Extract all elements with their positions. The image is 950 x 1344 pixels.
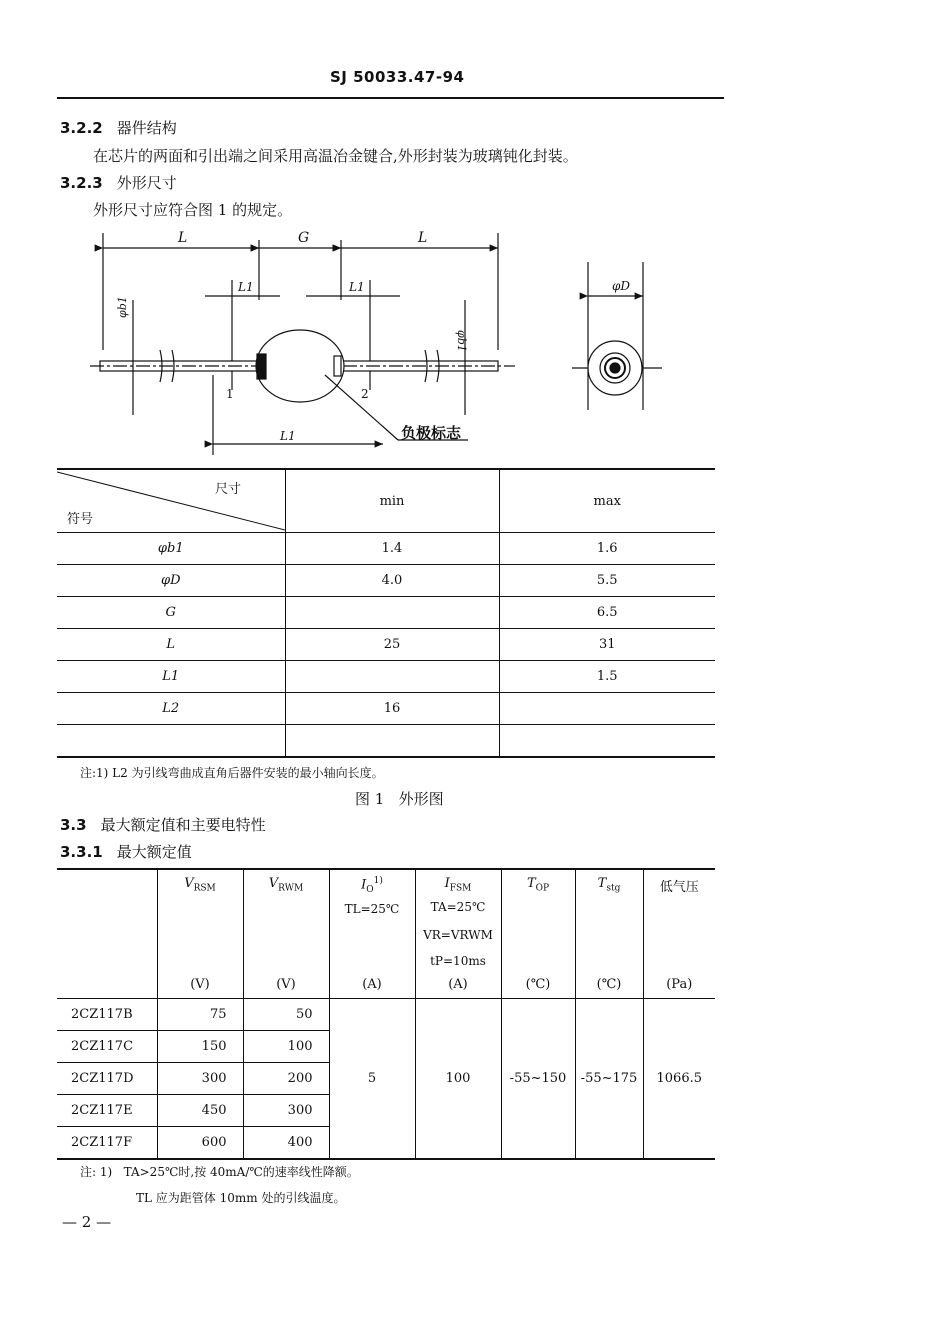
dim-label-D: φD bbox=[612, 279, 631, 293]
row-min bbox=[285, 725, 499, 758]
device-name: 2CZ117B bbox=[57, 999, 157, 1031]
row-symbol: L bbox=[57, 629, 285, 661]
row-max: 31 bbox=[499, 629, 715, 661]
cathode-mark-label: 负极标志 bbox=[401, 424, 462, 442]
io-condition: TL=25℃ bbox=[344, 902, 400, 916]
device-name: 2CZ117C bbox=[57, 1031, 157, 1063]
table-row bbox=[57, 597, 715, 629]
unit-v: (V) bbox=[276, 977, 296, 992]
header-ifsm: $I_{FSM}$ TA=25℃ VR=VRWM tP=10ms (A) bbox=[415, 869, 501, 999]
table-row bbox=[57, 533, 715, 565]
row-symbol: φD bbox=[57, 565, 285, 597]
ifsm-condition-2: VR=VRWM bbox=[423, 928, 493, 942]
col-min-header: min bbox=[285, 469, 499, 533]
section-number: 3.3 bbox=[60, 816, 87, 834]
figure-note: 注:1) L2 为引线弯曲成直角后器件安装的最小轴向长度。 bbox=[80, 766, 384, 780]
dim-label-G: G bbox=[298, 230, 310, 246]
section-3-3-1-heading bbox=[60, 841, 192, 862]
section-3-3-heading bbox=[60, 814, 266, 835]
ratings-header-row bbox=[57, 869, 715, 999]
top-value: -55~150 bbox=[501, 999, 575, 1160]
vrsm-value: 75 bbox=[157, 999, 243, 1031]
dim-label-L-left: L bbox=[178, 230, 188, 246]
dim-label-b1-left: φb1 bbox=[116, 296, 129, 318]
header-empty bbox=[57, 869, 157, 999]
vrsm-value: 300 bbox=[157, 1063, 243, 1095]
corner-bottom-label: 符号 bbox=[67, 512, 94, 527]
table-row bbox=[57, 693, 715, 725]
row-min: 25 bbox=[285, 629, 499, 661]
table-row bbox=[57, 725, 715, 758]
row-max bbox=[499, 693, 715, 725]
table-row bbox=[57, 999, 715, 1031]
header-io: $I_O^{1)}$ TL=25℃ (A) bbox=[329, 869, 415, 999]
dimension-table bbox=[57, 468, 715, 758]
vrsm-value: 450 bbox=[157, 1095, 243, 1127]
section-title: 器件结构 bbox=[116, 119, 177, 137]
vrwm-value: 300 bbox=[243, 1095, 329, 1127]
col-max-header: max bbox=[499, 469, 715, 533]
section-title: 最大额定值 bbox=[116, 843, 192, 861]
page-number: — 2 — bbox=[62, 1213, 112, 1231]
vrwm-value: 400 bbox=[243, 1127, 329, 1160]
row-symbol: L1 bbox=[57, 661, 285, 693]
header-vrwm: $V_{RWM}$ (V) bbox=[243, 869, 329, 999]
section-3-2-2-text: 在芯片的两面和引出端之间采用高温冶金键合,外形封装为玻璃钝化封装。 bbox=[93, 147, 578, 165]
row-min: 16 bbox=[285, 693, 499, 725]
row-symbol bbox=[57, 725, 285, 758]
document-code: SJ 50033.47-94 bbox=[330, 68, 465, 86]
header-vrsm: $V_{RSM}$ (V) bbox=[157, 869, 243, 999]
unit-a: (A) bbox=[362, 977, 382, 992]
tstg-value: -55~175 bbox=[575, 999, 643, 1160]
device-name: 2CZ117F bbox=[57, 1127, 157, 1160]
unit-a: (A) bbox=[448, 977, 468, 992]
lead-label-1: 1 bbox=[226, 387, 234, 401]
dimension-table-header bbox=[57, 469, 715, 533]
section-title: 外形尺寸 bbox=[116, 174, 177, 192]
row-max: 6.5 bbox=[499, 597, 715, 629]
ratings-note-1: 注: 1) TA>25℃时,按 40mA/℃的速率线性降额。 bbox=[80, 1165, 359, 1179]
low-pressure-value: 1066.5 bbox=[643, 999, 715, 1160]
unit-c: (℃) bbox=[596, 977, 622, 992]
outline-drawing bbox=[0, 0, 950, 460]
row-min bbox=[285, 661, 499, 693]
row-min: 4.0 bbox=[285, 565, 499, 597]
row-symbol: L2 bbox=[57, 693, 285, 725]
row-symbol: G bbox=[57, 597, 285, 629]
row-max: 1.5 bbox=[499, 661, 715, 693]
vrwm-value: 50 bbox=[243, 999, 329, 1031]
device-name: 2CZ117D bbox=[57, 1063, 157, 1095]
dim-label-L-right: L bbox=[418, 230, 428, 246]
vrsm-value: 600 bbox=[157, 1127, 243, 1160]
header-tstg: $T_{stg}$ (℃) bbox=[575, 869, 643, 999]
row-min bbox=[285, 597, 499, 629]
row-min: 1.4 bbox=[285, 533, 499, 565]
row-max: 1.6 bbox=[499, 533, 715, 565]
section-number: 3.2.2 bbox=[60, 119, 103, 137]
dim-label-L1-right: L1 bbox=[349, 280, 365, 294]
table-row bbox=[57, 565, 715, 597]
unit-v: (V) bbox=[190, 977, 210, 992]
ifsm-value: 100 bbox=[415, 999, 501, 1160]
dim-label-b1-right: φb1 bbox=[455, 330, 468, 352]
dim-label-L1-bottom: L1 bbox=[280, 429, 296, 443]
corner-top-label: 尺寸 bbox=[215, 482, 242, 497]
section-title: 最大额定值和主要电特性 bbox=[100, 816, 266, 834]
row-max: 5.5 bbox=[499, 565, 715, 597]
section-number: 3.3.1 bbox=[60, 843, 103, 861]
section-3-2-3-text: 外形尺寸应符合图 1 的规定。 bbox=[93, 201, 293, 219]
dim-label-L1-left: L1 bbox=[238, 280, 254, 294]
header-top: $T_{OP}$ (℃) bbox=[501, 869, 575, 999]
ifsm-condition-3: tP=10ms bbox=[430, 954, 486, 968]
io-value: 5 bbox=[329, 999, 415, 1160]
row-symbol: φb1 bbox=[57, 533, 285, 565]
header-low-pressure: 低气压 (Pa) bbox=[643, 869, 715, 999]
max-ratings-table bbox=[57, 868, 715, 1160]
figure-caption: 图 1 外形图 bbox=[355, 790, 444, 808]
table-row bbox=[57, 661, 715, 693]
lead-label-2: 2 bbox=[361, 387, 369, 401]
vrsm-value: 150 bbox=[157, 1031, 243, 1063]
unit-pa: (Pa) bbox=[666, 977, 693, 992]
ratings-note-2: TL 应为距管体 10mm 处的引线温度。 bbox=[136, 1191, 346, 1205]
corner-cell bbox=[57, 469, 285, 533]
vrwm-value: 100 bbox=[243, 1031, 329, 1063]
unit-c: (℃) bbox=[525, 977, 551, 992]
section-number: 3.2.3 bbox=[60, 174, 103, 192]
device-name: 2CZ117E bbox=[57, 1095, 157, 1127]
table-row bbox=[57, 629, 715, 661]
vrwm-value: 200 bbox=[243, 1063, 329, 1095]
row-max bbox=[499, 725, 715, 758]
ifsm-condition-1: TA=25℃ bbox=[430, 900, 486, 914]
